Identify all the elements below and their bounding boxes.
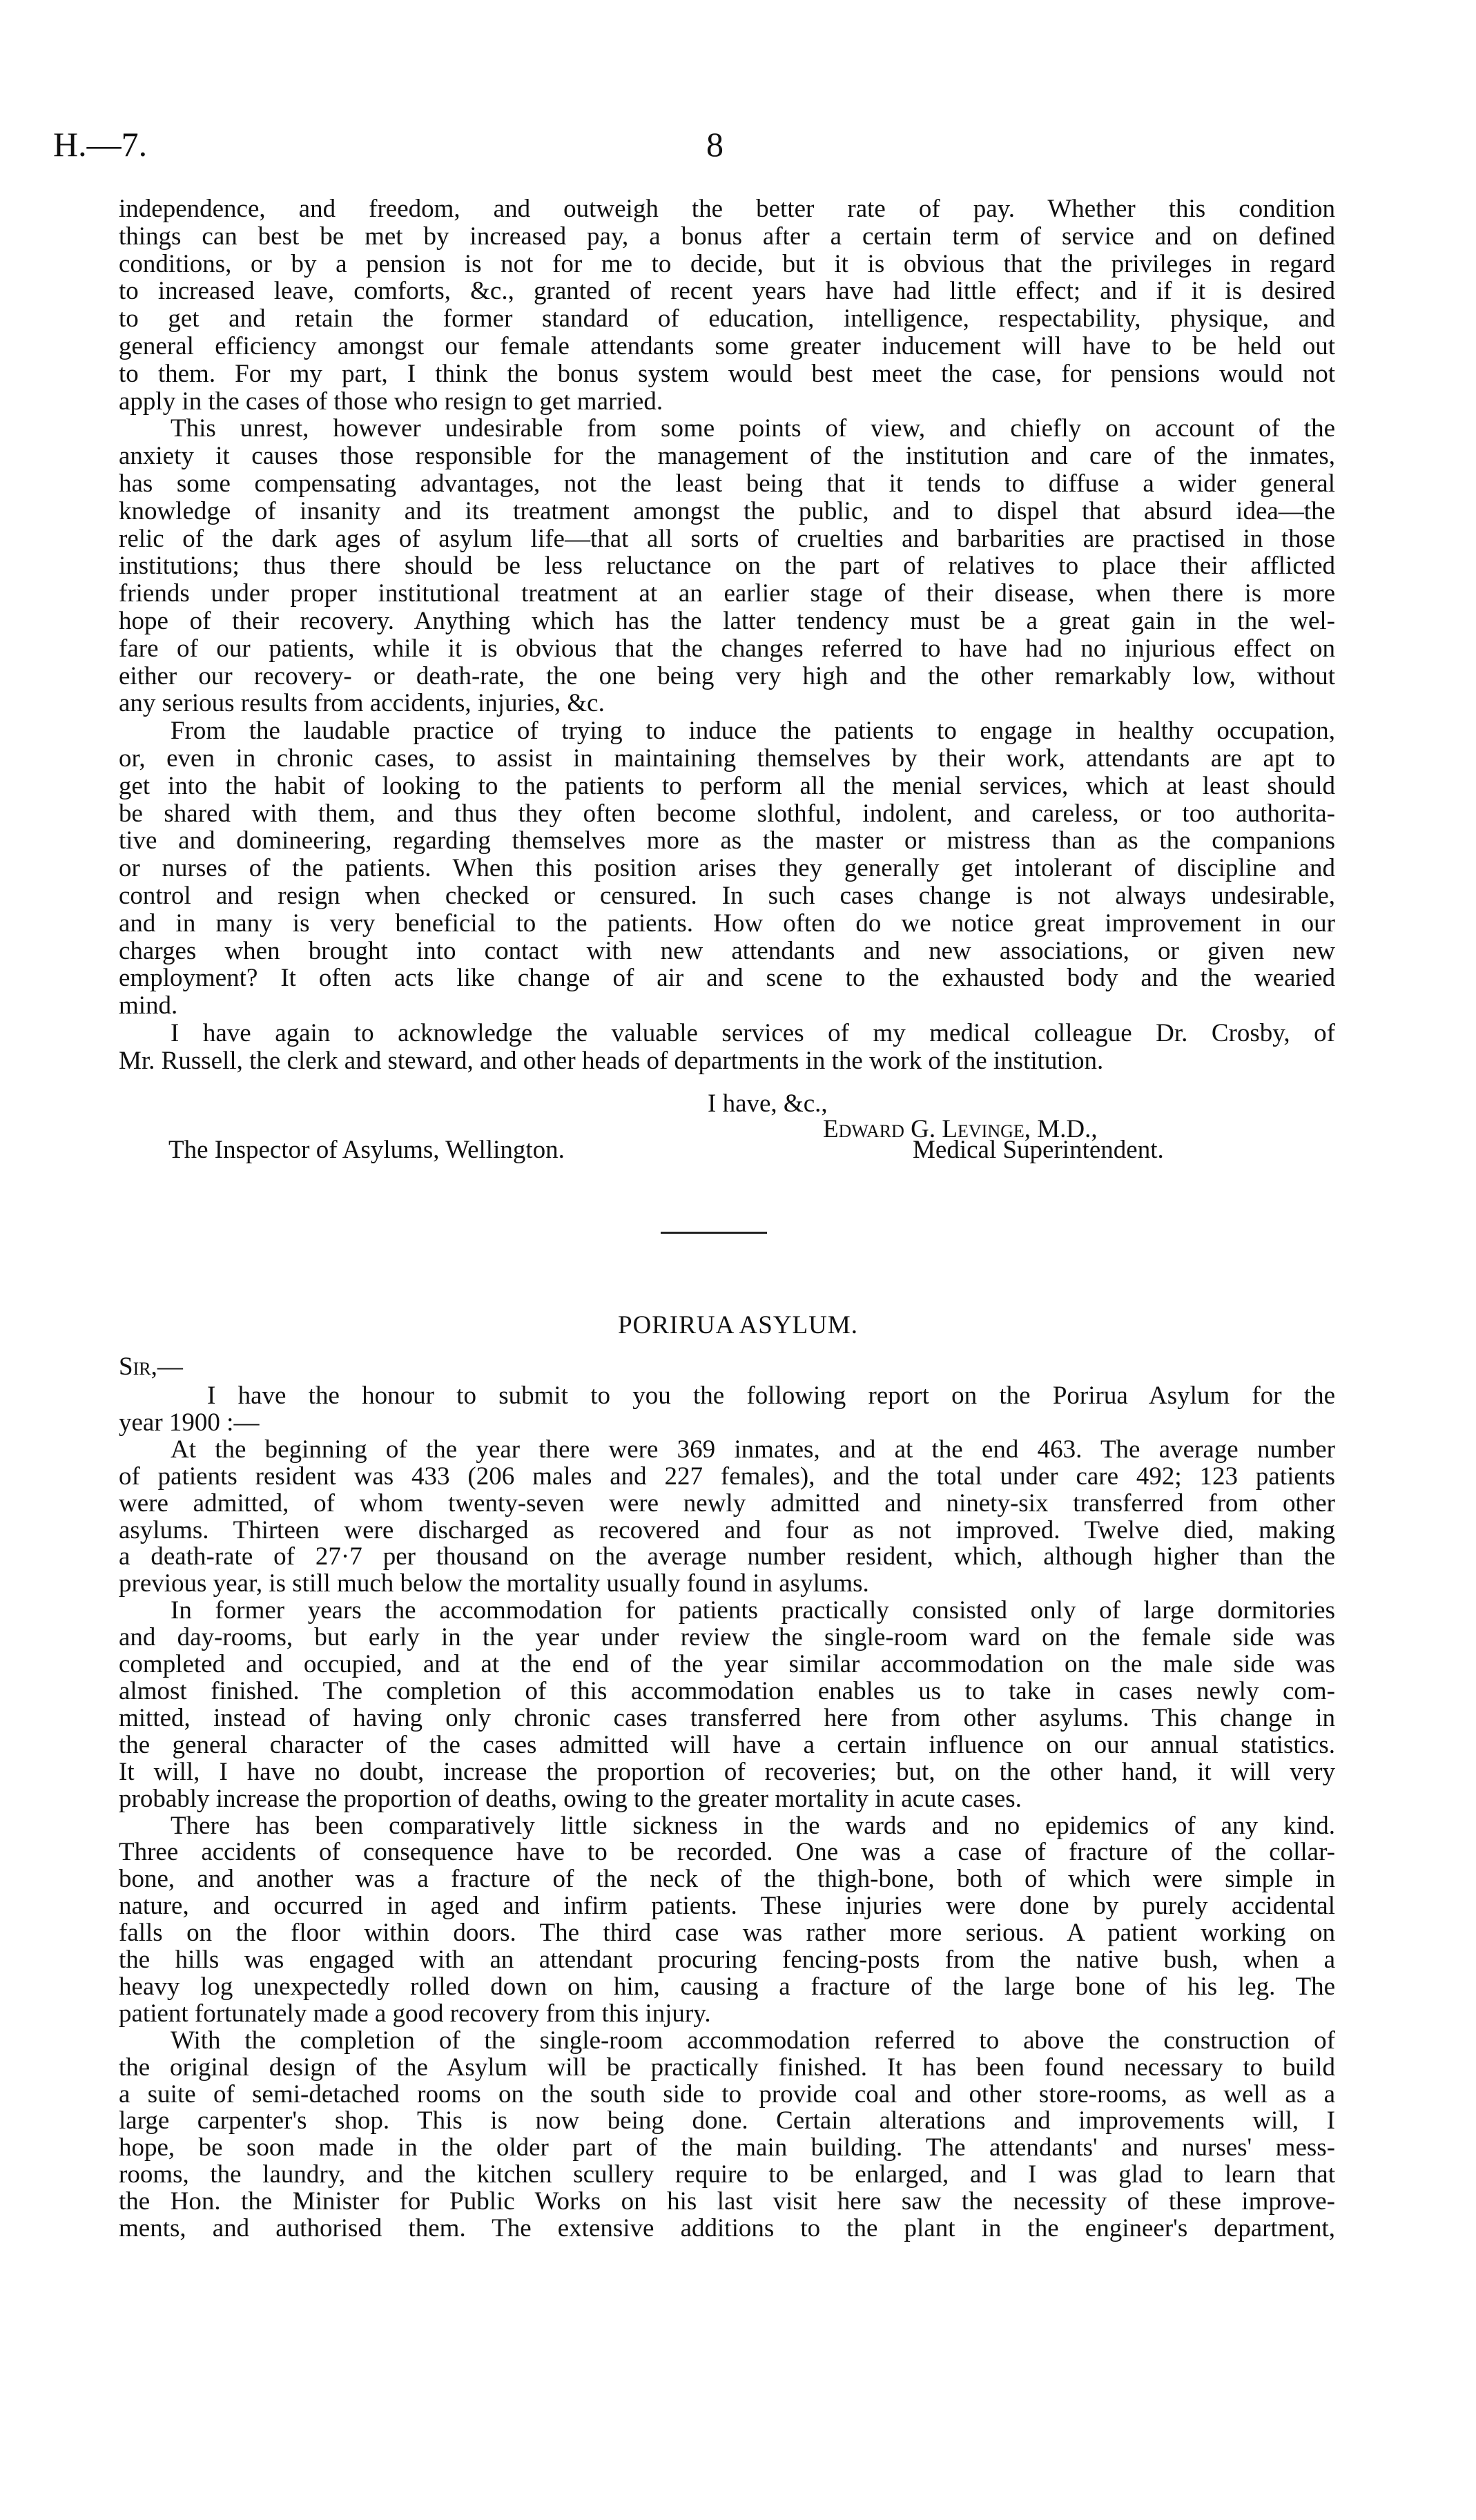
text-line: nature, and occurred in aged and infirm patients. These injuries were done by purely accidental [119, 1892, 1335, 1921]
text-line: At the beginning of the year there were 369 inmates, and at the end 463. The average number [171, 1435, 1335, 1464]
text-line: or, even in chronic cases, to assist in maintaining themselves by their work, attendants are apt to [119, 744, 1335, 773]
text-line: independence, and freedom, and outweigh the better rate of pay. Whether this condition [119, 195, 1335, 223]
signature-title: Medical Superintendent. [913, 1136, 1164, 1164]
text-line: tive and domineering, regarding themselves more as the master or mistress than as the companions [119, 826, 1335, 855]
porirua-report-body [119, 1383, 1335, 2242]
text-line: any serious results from accidents, injuries, &c. [119, 689, 605, 718]
text-line: year 1900 :— [119, 1408, 260, 1437]
text-line: Mr. Russell, the clerk and steward, and other heads of departments in the work of the institution. [119, 1046, 1104, 1075]
text-line: I have again to acknowledge the valuable services of my medical colleague Dr. Crosby, of [171, 1018, 1335, 1047]
text-line: institutions; thus there should be less reluctance on the part of relatives to place their afflicted [119, 552, 1335, 581]
text-line: hope, be soon made in the older part of the main building. The attendants' and nurses' mess- [119, 2133, 1335, 2162]
text-line: almost finished. The completion of this accommodation enables us to take in cases newly com- [119, 1676, 1335, 1705]
text-line: and day-rooms, but early in the year under review the single-room ward on the female side was [119, 1623, 1335, 1652]
paragraph [119, 195, 1335, 415]
text-line: has some compensating advantages, not the least being that it tends to diffuse a wider general [119, 469, 1335, 498]
text-line: charges when brought into contact with new attendants and new associations, or given new [119, 936, 1335, 965]
signature: Edward G. Levinge, M.D., [823, 1115, 1098, 1143]
text-line: the original design of the Asylum will be practically finished. It has been found necessary to build [119, 2053, 1335, 2082]
text-line: the general character of the cases admitted will have a certain influence on our annual statistics. [119, 1730, 1335, 1759]
paragraph [119, 2028, 1335, 2242]
text-line: bone, and another was a fracture of the neck of the thigh-bone, both of which were simple in [119, 1865, 1335, 1894]
paragraph [119, 1813, 1335, 2028]
text-line: to increased leave, comforts, &c., granted of recent years have had little effect; and if it is desired [119, 277, 1335, 306]
text-line: ments, and authorised them. The extensive additions to the plant in the engineer's department, [119, 2214, 1335, 2243]
text-line: employment? It often acts like change of air and scene to the exhausted body and the wearied [119, 964, 1335, 993]
text-line: either our recovery- or death-rate, the one being very high and the other remarkably low, without [119, 661, 1335, 690]
text-line: to get and retain the former standard of education, intelligence, respectability, physique, and [119, 304, 1335, 333]
text-line: rooms, the laundry, and the kitchen scullery require to be enlarged, and I was glad to learn that [119, 2160, 1335, 2189]
text-line: or nurses of the patients. When this position arises they generally get intolerant of discipline and [119, 854, 1335, 883]
text-line: From the laudable practice of trying to induce the patients to engage in healthy occupation, [171, 717, 1335, 746]
text-line: It will, I have no doubt, increase the proportion of recoveries; but, on the other hand, it will very [119, 1757, 1335, 1786]
letter-body-levinge [119, 195, 1335, 1075]
text-line: Three accidents of consequence have to be recorded. One was a case of fracture of the collar- [119, 1838, 1335, 1867]
text-line: conditions, or by a pension is not for me to decide, but it is obvious that the privileges in regard [119, 249, 1335, 278]
text-line: relic of the dark ages of asylum life—that all sorts of cruelties and barbarities are practised in those [119, 524, 1335, 553]
text-line: the hills was engaged with an attendant procuring fencing-posts from the native bush, when a [119, 1946, 1335, 1975]
paragraph [119, 1383, 1335, 1437]
text-line: previous year, is still much below the mortality usually found in asylums. [119, 1569, 869, 1598]
text-line: completed and occupied, and at the end of the year similar accommodation on the male side was [119, 1650, 1335, 1679]
report-reference: H.—7. [53, 125, 148, 164]
section-title: PORIRUA ASYLUM. [617, 1311, 859, 1339]
text-line: large carpenter's shop. This is now being done. Certain alterations and improvements will, I [119, 2106, 1335, 2135]
section-divider [661, 1232, 767, 1234]
text-line: friends under proper institutional treatment at an earlier stage of their disease, when there is more [119, 579, 1335, 608]
text-line: of patients resident was 433 (206 males and 227 females), and the total under care 492; 123 patients [119, 1462, 1335, 1491]
text-line: the Hon. the Minister for Public Works on his last visit here saw the necessity of these improve- [119, 2187, 1335, 2216]
text-line: things can best be met by increased pay, a bonus after a certain term of service and on defined [119, 222, 1335, 251]
paragraph [119, 1598, 1335, 1812]
text-line: patient fortunately made a good recovery from this injury. [119, 1999, 711, 2028]
text-line: control and resign when checked or censured. In such cases change is not always undesirable, [119, 881, 1335, 910]
text-line: With the completion of the single-room accommodation referred to above the construction of [171, 2026, 1335, 2055]
paragraph [119, 1437, 1335, 1598]
text-line: fare of our patients, while it is obvious that the changes referred to have had no injurious effect on [119, 634, 1335, 663]
salutation: Sir,— [119, 1353, 183, 1381]
text-line: This unrest, however undesirable from some points of view, and chiefly on account of the [171, 414, 1335, 443]
text-line: In former years the accommodation for patients practically consisted only of large dormitories [171, 1596, 1335, 1625]
page-number: 8 [706, 125, 724, 164]
text-line: falls on the floor within doors. The third case was rather more serious. A patient working on [119, 1919, 1335, 1948]
text-line: probably increase the proportion of deaths, owing to the greater mortality in acute cases. [119, 1784, 1022, 1813]
text-line: knowledge of insanity and its treatment amongst the public, and to dispel that absurd idea—the [119, 496, 1335, 525]
paragraph [119, 415, 1335, 717]
text-line: mind. [119, 991, 178, 1020]
text-line: I have the honour to submit to you the following report on the Porirua Asylum for the [207, 1382, 1335, 1410]
paragraph [119, 1020, 1335, 1075]
text-line: asylums. Thirteen were discharged as recovered and four as not improved. Twelve died, making [119, 1515, 1335, 1544]
text-line: hope of their recovery. Anything which has the latter tendency must be a great gain in the wel- [119, 606, 1335, 635]
text-line: a death-rate of 27·7 per thousand on the average number resident, which, although higher than the [119, 1542, 1335, 1571]
text-line: to them. For my part, I think the bonus system would best meet the case, for pensions would not [119, 359, 1335, 388]
text-line: mitted, instead of having only chronic cases transferred here from other asylums. This change in [119, 1703, 1335, 1732]
text-line: were admitted, of whom twenty-seven were newly admitted and ninety-six transferred from other [119, 1489, 1335, 1518]
text-line: general efficiency amongst our female attendants some greater inducement will have to be held out [119, 331, 1335, 360]
text-line: anxiety it causes those responsible for the management of the institution and care of the inmates, [119, 442, 1335, 471]
text-line: get into the habit of looking to the patients to perform all the menial services, which at least should [119, 771, 1335, 800]
text-line: and in many is very beneficial to the patients. How often do we notice great improvement in our [119, 909, 1335, 938]
text-line: be shared with them, and thus they often become slothful, indolent, and careless, or too authorita- [119, 799, 1335, 828]
closing: I have, &c., [708, 1089, 828, 1118]
paragraph [119, 717, 1335, 1020]
text-line: heavy log unexpectedly rolled down on him, causing a fracture of the large bone of his leg. The [119, 1972, 1335, 2001]
text-line: a suite of semi-detached rooms on the south side to provide coal and other store-rooms, as well as a [119, 2080, 1335, 2109]
addressee: The Inspector of Asylums, Wellington. [168, 1136, 565, 1164]
text-line: There has been comparatively little sickness in the wards and no epidemics of any kind. [171, 1811, 1335, 1840]
text-line: apply in the cases of those who resign to get married. [119, 387, 663, 416]
